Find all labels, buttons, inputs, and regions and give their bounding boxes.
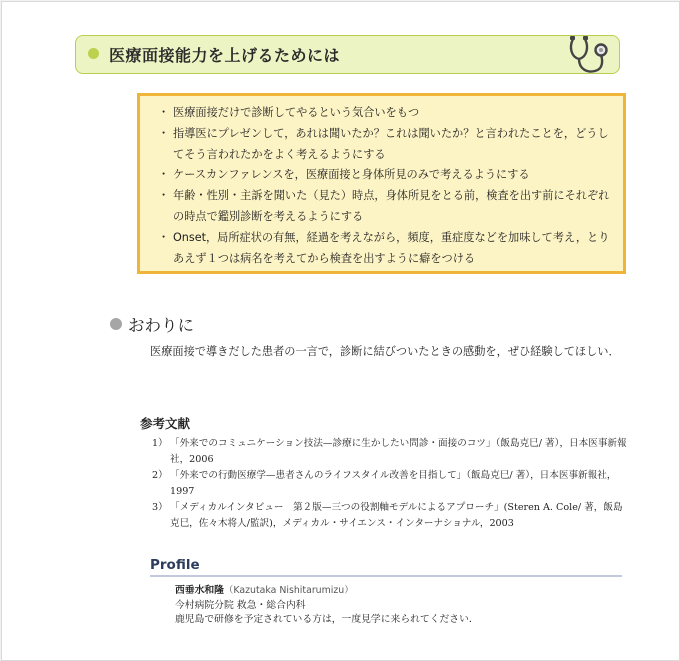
tip-item: ・ 指導医にプレゼンして，あれは聞いたか？これは聞いたか？と言われたことを，どうしてそう言われたかをよく考えるようにする xyxy=(164,124,613,166)
closing-paragraph xyxy=(142,342,628,362)
closing-heading-text: おわりに xyxy=(128,316,194,335)
profile-name-roman: （Kazutaka Nishitarumizu） xyxy=(223,585,354,596)
profile-divider xyxy=(150,575,622,577)
closing-body: 医療面接で導きだした患者の一言で，診断に結びついたときの感動を，ぜひ経験してほしい． xyxy=(150,345,620,358)
profile-title: Profile xyxy=(150,557,200,573)
references-list xyxy=(152,436,630,532)
tip-item: ・ ケースカンファレンスを，医療面接と身体所見のみで考えるようにする xyxy=(164,165,613,186)
references-title: 参考文献 xyxy=(140,416,191,431)
reference-number: 3） xyxy=(152,502,168,513)
profile-block xyxy=(175,584,625,628)
reference-text: 「外来でのコミュニケーション技法—診療に生かしたい問診・面接のコツ」（飯島克巳/ 著），日本医事新報社，2006 xyxy=(170,438,627,465)
closing-heading xyxy=(110,312,194,336)
reference-item xyxy=(152,468,630,499)
tip-item: ・ 年齢・性別・主訴を聞いた（見た）時点，身体所見をとる前，検査を出す前にそれぞれの時点で鑑別診断を考えるようにする xyxy=(164,186,613,228)
gray-circle-icon xyxy=(110,318,122,330)
reference-text: 「メディカルインタビュー 第２版—三つの役割軸モデルによるアプローチ」(Steren A. Cole/ 著，飯島克巳，佐々木将人/監訳)，メディカル・サイエンス・インターナショナル，2003 xyxy=(170,502,623,529)
reference-text: 「外来での行動医療学—患者さんのライフスタイル改善を目指して」（飯島克巳/ 著），日本医事新報社，1997 xyxy=(170,470,617,497)
section-header-bar xyxy=(75,35,620,74)
reference-number: 1） xyxy=(152,438,168,449)
profile-note: 鹿児島で研修を予定されている方は，一度見学に来られてください． xyxy=(175,614,479,625)
tips-box xyxy=(137,93,626,274)
tips-list xyxy=(164,103,613,269)
tip-item: ・ Onset，局所症状の有無，経過を考えながら，頻度，重症度などを加味して考え，とりあえず１つは病名を考えてから検査を出すように癖をつける xyxy=(164,228,613,270)
profile-name: 西垂水和隆 xyxy=(175,585,224,596)
profile-affiliation: 今村病院分院 救急・総合内科 xyxy=(175,599,306,611)
tip-item: ・ 医療面接だけで診断してやるという気合いをもつ xyxy=(164,103,613,124)
reference-item xyxy=(152,500,630,531)
reference-item xyxy=(152,436,630,467)
stethoscope-icon xyxy=(565,33,613,77)
profile-name-line xyxy=(175,584,625,599)
green-circle-icon xyxy=(88,48,99,59)
section-title: 医療面接能力を上げるためには xyxy=(109,46,341,65)
page xyxy=(1,1,680,661)
reference-number: 2） xyxy=(152,470,168,481)
